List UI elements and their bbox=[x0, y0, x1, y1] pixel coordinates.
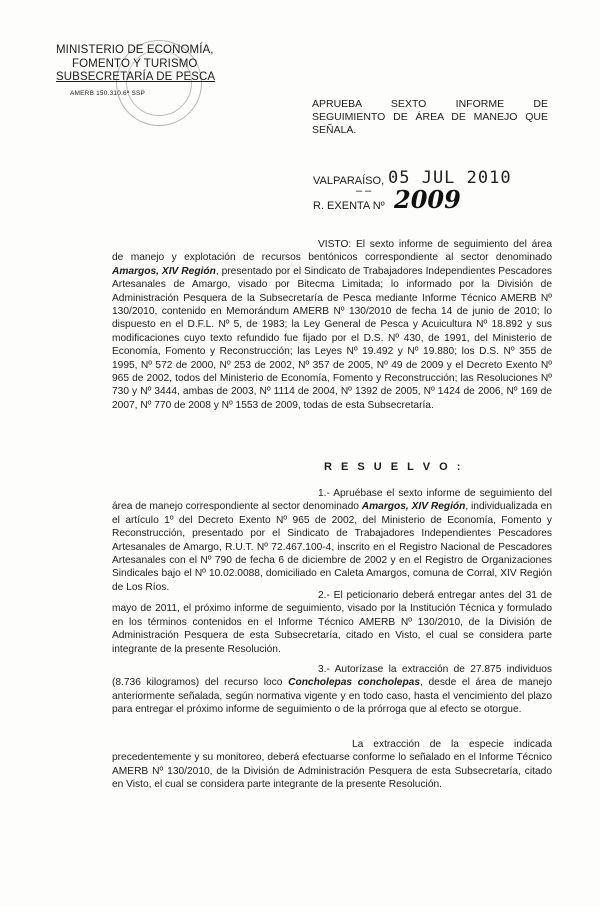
visto-text-1: El sexto informe de seguimiento del área de manejo y explotación de recursos bentónicos correspondiente al sector denominado bbox=[112, 239, 552, 264]
item-3-paragraph bbox=[112, 663, 552, 717]
subject-line-1 bbox=[312, 98, 548, 111]
item-1-text-1: 1.- Apruébase el sexto informe de seguimiento del área de manejo correspondiente al sector denominado bbox=[112, 488, 552, 513]
subject-text-1: APRUEBA SEXTO INFORME DE bbox=[312, 98, 548, 110]
ministry-line-2: FOMENTO Y TURISMO bbox=[72, 58, 198, 70]
item-1-paragraph bbox=[112, 487, 552, 594]
item-3-text-1: 3.- Autorízase la extracción de 27.875 individuos (8.736 kilogramos) del recurso loco bbox=[112, 664, 552, 689]
item-3b-paragraph: La extracción de la especie indicada precedentemente y su monitoreo, deberá efectuarse conforme lo señalado en el Informe Técnico AMERB Nº 130/2010, de la División de Administración Pesquera de esta Subsecretaría, citado en Visto, el cual se considera parte integrante de la presente Resolución. bbox=[112, 739, 552, 791]
ministry-line: MINISTERIO DE ECONOMÍA, bbox=[56, 44, 214, 56]
item-3-species: Concholepas concholepas bbox=[288, 677, 421, 689]
subject-text-2: SEGUIMIENTO DE ÁREA DE MANEJO QUE bbox=[312, 111, 548, 123]
item-2-paragraph: 2.- El peticionario deberá entregar antes del 31 de mayo de 2011, el próximo informe de seguimiento, visado por la Institución Técnica y formulado en los términos contenidos en el Informe Técnico AMERB Nº 130/2010, de la División de Administración Pesquera de esta Subsecretaría, citado en Visto, el cual se considera parte integrante de la presente Resolución. bbox=[112, 590, 552, 655]
date-stamp: 05 JUL 2010 bbox=[388, 168, 512, 188]
subject-line-2 bbox=[312, 111, 548, 124]
resolution-label: R. EXENTA Nº bbox=[313, 200, 385, 212]
visto-lead: VISTO: bbox=[318, 239, 352, 250]
subject-line-3: SEÑALA. bbox=[312, 124, 357, 136]
subsecretaria-line: SUBSECRETARÍA DE PESCA bbox=[56, 71, 216, 83]
resolution-number: 2009 bbox=[394, 185, 461, 214]
reference-code: AMERB 150.310.6ª SSP bbox=[70, 90, 146, 97]
visto-sector: Amargos, XIV Región bbox=[112, 265, 216, 277]
item-3-text-2: , desde el área de manejo anteriormente señalada, según normativa vigente y en todo caso, hasta el vencimiento del plazo para entregar el próximo informe de seguimiento o de la prórroga que al efecto se otorgue. bbox=[112, 677, 552, 716]
resuelvo-heading: R E S U E L V O : bbox=[324, 461, 464, 473]
item-1-text-2: , individualizada en el artículo 1º del Decreto Exento Nº 965 de 2002, del Ministerio de Economía, Fomento y Reconstrucción, presentado por el Sindicato de Trabajadores Independientes Pescadores Artesanales de Amargo, R.U.T. Nº 72.467.100-4, inscrito en el Registro Nacional de Pescadores Artesanales con el Nº 790 de fecha 6 de diciembre de 2002 y en el Registro de Organizaciones Sindicales bajo el Nº 10.02.0088, domiciliado en Caleta Amargos, comuna de Corral, XIV Región de Los Ríos. bbox=[112, 501, 553, 593]
visto-text-2: , presentado por el Sindicato de Trabajadores Independientes Pescadores Artesanales de Amargo, visado por Bitecma Limitada; lo informado por la División de Administración Pesquera de la Subsecretaría de Pesca mediante Informe Técnico AMERB Nº 130/2010, contenido en Memorándum AMERB Nº 130/2010 de fecha 14 de junio de 2010; lo dispuesto en el D.F.L. Nº 5, de 1983; la Ley General de Pesca y Acuicultura Nº 18.892 y sus modificaciones cuyo texto refundido fue fijado por el D.S. Nº 430, de 1991, del Ministerio de Economía, Fomento y Reconstrucción; las Leyes Nº 19.492 y Nº 19.880; los D.S. Nº 355 de 1995, Nº 572 de 2000, Nº 253 de 2002, Nº 357 de 2005, Nº 49 de 2009 y el Decreto Exento Nº 965 de 2002, todos del Ministerio de Economía, Fomento y Reconstrucción; las Resoluciones Nº 730 y Nº 3444, ambas de 2003, Nº 1114 de 2004, Nº 1392 de 2005, Nº 1424 de 2006, Nº 169 de 2007, Nº 770 de 2008 y Nº 1553 de 2009, todas de esta Subsecretaría. bbox=[112, 265, 552, 411]
visto-paragraph bbox=[112, 238, 552, 412]
item-1-sector: Amargos, XIV Región bbox=[361, 501, 466, 513]
number-dash: – – bbox=[356, 185, 372, 197]
place-label: VALPARAÍSO, bbox=[313, 175, 385, 187]
